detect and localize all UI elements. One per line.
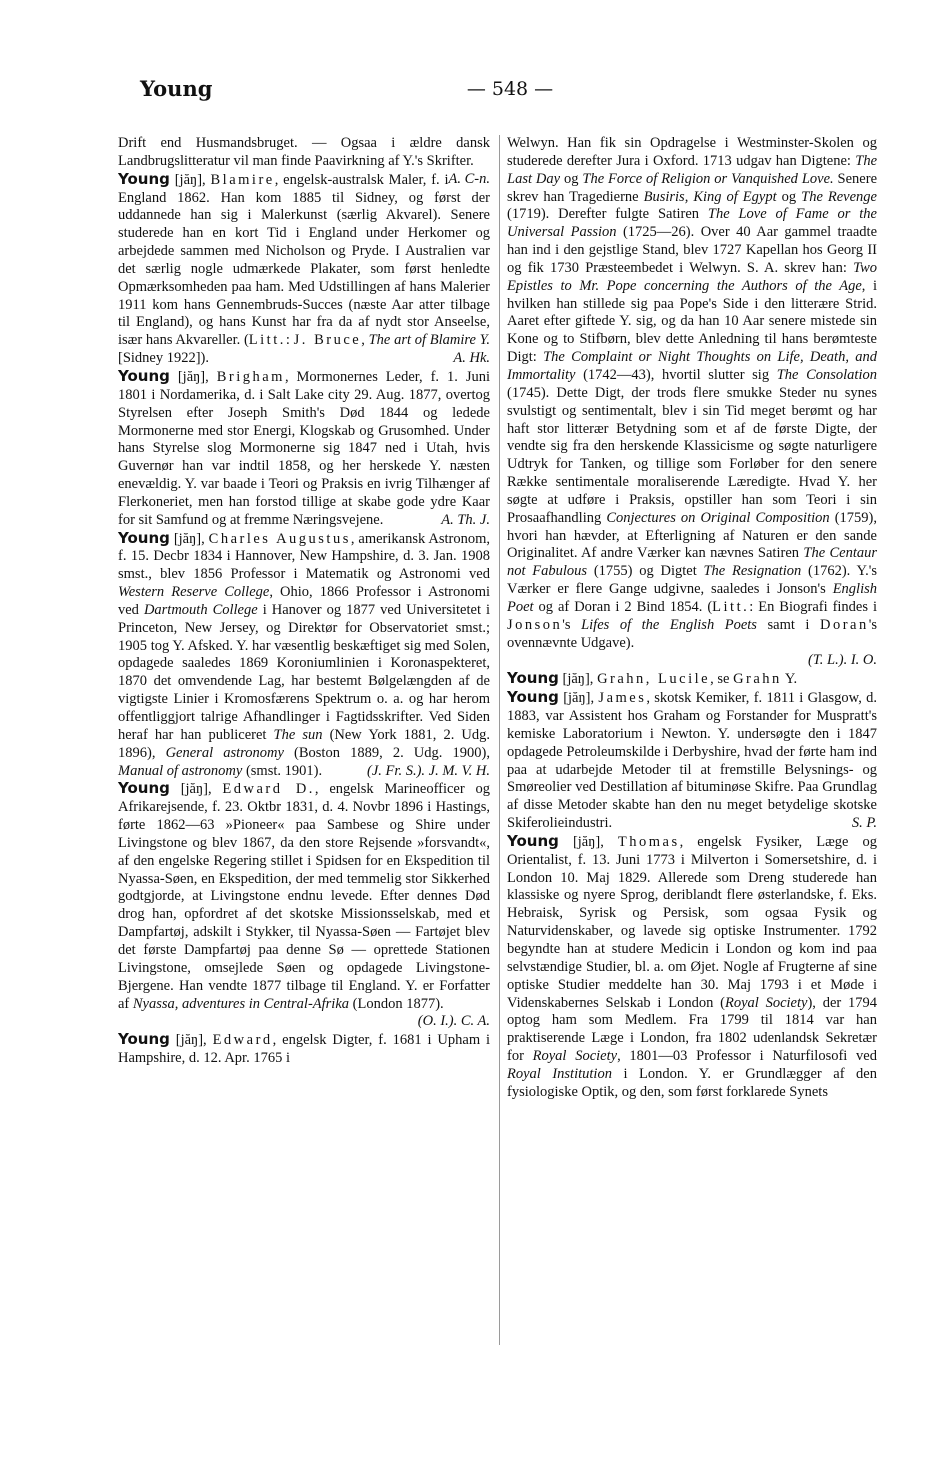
entry-name: Charles Augustus	[208, 530, 351, 547]
entry-young-brigham: Young [jăŋ], Brigham, Mormonernes Leder, f. 1. Juni 1801 i Nordamerika, d. i Salt Lake city 29. Aug. 1877, overtog Styrelsen efter Joseph Smith's Død 1844 og ledede Mormonerne med stor Energi, Klogskab og Grusomhed. Under hans Styrelse slog Mormonerne sig 1847 ned i Utah, hvis Guvernør han var indtil 1858, og her herskede Y. næsten enevældig. Y. var baade i Teori og Praksis en ivrig Tilhænger af Flerkoneriet, men han forstod tillige at skabe gode ydre Kaar for sit Samfund og at fremme Næringsvejene. A. Th. J.	[118, 366, 490, 528]
entry-name: Brigham	[216, 368, 285, 385]
author-signature: (O. I.). C. A.	[417, 1013, 490, 1030]
page-number: — 548 —	[466, 78, 554, 100]
headword: Young	[118, 169, 170, 188]
right-column	[507, 135, 877, 1102]
column-divider	[499, 135, 500, 1345]
entry-name: Thomas	[617, 833, 680, 850]
entry-name: Grahn, Lucile	[597, 671, 711, 688]
author-signature: S. P.	[851, 815, 877, 832]
headword: Young	[118, 1030, 170, 1049]
entry-name: Edward	[212, 1032, 273, 1049]
entry-young-thomas: Young [jăŋ], Thomas, engelsk Fysiker, Læge og Orientalist, f. 13. Juni 1773 i Milverton i Somersetshire, d. i London 10. Maj 1829. Allerede som Dreng studerede han klassiske og nyere Sprog, deriblandt flere østerlandske, f. Eks. Hebraisk, Syrisk og Persisk, som ogsaa Fysik og Naturvidenskaber, og lavede sig optiske Instrumenter. 1792 begyndte han at studere Medicin i London og kom ind paa selvstændige Studier, bl. a. om Øjet. Nogle af Frugterne af sine optiske Studier meddelte han 30. Maj 1793 i et Møde i Videnskabernes Selskab i London (Royal Society), der 1794 optog ham som Medlem. Fra 1799 til 1814 var han praktiserende Læge i London, fra 1802 udenlandsk Sekretær for Royal Society, 1801—03 Professor i Naturfilosofi ved Royal Institution i London. Y. er Grundlægger af den fysiologiske Optik, og den, som først forklarede Synets	[507, 831, 878, 1100]
entry-continuation: Welwyn. Han fik sin Opdragelse i Westminster-Skolen og studerede derefter Jura i Oxford. 1713 udgav han Digtene: The Last Day og The Force of Religion or Vanquished Love. Senere skrev han Tragedierne Busiris, King of Egypt og The Revenge (1719). Derefter fulgte Satiren The Love of Fame or the Universal Passion (1725—26). Over 40 Aar gammel traadte han ind i den gejstlige Stand, blev 1727 Kapellan hos Georg II og fik 1730 Præsteembedet i Welwyn. S. A. skrev han: Two Epistles to Mr. Pope concerning the Authors of the Age, i hvilken han stillede sig paa Pope's Side i den litterære Strid. Aaret efter giftede Y. sig, og da han 10 Aar senere mistede sin Kone og to Stifbørn, blev dette Anledning til hans berømteste Digt: The Complaint or Night Thoughts on Life, Death, and Immortality (1742—43), hvortil slutter sig The Consolation (1745). Dette Digt, der trods flere smukke Steder nu synes svulstigt og sentimentalt, blev i sin Tid meget berømt og har haft stor litterær Betydning som et af de første Digte, der vendte sig fra den herskende Klassicisme og søgte naturligere Udtryk for Tanken, og tillige som Forløber for den senere Række sentimentale moraliserende Læredigte. Hvad Y. her søgte at udføre i Praksis, opstiller han som Teori i sin Prosaafhandling Conjectures on Original Composition (1759), hvori han hævder, at Efterligning af Naturen er den sande Originalitet. Af andre Værker kan nævnes Satiren The Centaur not Fabulous (1755) og Digtet The Resignation (1762). Y.'s Værker er flere Gange udgivne, saaledes i Jonson's English Poet og af Doran i 2 Bind 1854. (Litt.: En Biografi findes i Jonson's Lifes of the English Poets samt i Doran's ovennævnte Udgave).	[507, 135, 878, 651]
entry-name: James	[598, 690, 647, 707]
headword: Young	[507, 831, 559, 850]
page-header	[140, 76, 880, 116]
entry-young-grahn: Young [jăŋ], Grahn, Lucile, se Grahn Y.	[507, 669, 798, 688]
headword: Young	[507, 669, 559, 688]
author-signature: (J. Fr. S.). J. M. V. H.	[367, 762, 490, 779]
running-head-word: Young	[140, 76, 213, 101]
entry-young-edward: Young [jăŋ], Edward, engelsk Digter, f. 1681 i Upham i Hampshire, d. 12. Apr. 1765 i	[118, 1030, 491, 1067]
author-signature: A. Th. J.	[441, 511, 490, 528]
headword: Young	[118, 528, 170, 547]
cross-reference-link: Grahn	[733, 671, 782, 688]
headword: Young	[118, 779, 170, 798]
entry-young-blamire: Young [jăŋ], Blamire, engelsk-australsk Maler, f. i England 1862. Han kom 1885 til Sidney, og først der uddannede han sig i Malerkunst (særlig Akvarel). Senere studerede han en kort Tid i England under Herkomer og arbejdede sammen med Nicholson og Pryde. I Australien var det særlig nogle udmærkede Plakater, som først henledte Opmærksomheden paa ham. Med Udstillingen af hans Malerier 1911 kom hans Gennembruds-Succes (næste Aar atter tilbage til England), og hans Kunst har fra da af nydt stor Anseelse, især hans Akvareller. (Litt.: J. Bruce, The art of Blamire Y. [Sidney 1922]). A. Hk.	[118, 169, 491, 367]
entry-young-charles: Young [jăŋ], Charles Augustus, amerikansk Astronom, f. 15. Decbr 1834 i Hannover, New Hampshire, d. 3. Jan. 1908 smst., blev 1856 Professor i Matematik og Astronomi ved Western Reserve College, Ohio, 1866 Professor i Astronomi ved Dartmouth College i Hanover og 1877 ved Universitetet i Princeton, New Jersey, og Direktør for Observatoriet smst.; 1905 tog Y. Afsked. Y. har væsentlig beskæftiget sig med Solen, opdagede saaledes 1869 Koroniumlinien i Koronaspekteret, 1870 det omvendende Lag, har bestemt Bølgelængden af de vigtigste Linier i Kromosfærens Spektrum o. a. og har herom offentliggjort talrige Afhandlinger i Fagtidsskrifter. Ved Siden heraf har han publiceret The sun (New York 1881, 2. Udg. 1896), General astronomy (Boston 1889, 2. Udg. 1900), Manual of astronomy (smst. 1901). (J. Fr. S.). J. M. V. H.	[118, 528, 490, 779]
left-column	[118, 135, 490, 1068]
headword: Young	[118, 366, 170, 385]
author-signature: A. C-n.	[448, 170, 490, 187]
entry-name: Edward D.	[222, 781, 315, 798]
headword: Young	[507, 688, 559, 707]
entry-young-edward-d: Young [jăŋ], Edward D., engelsk Marineofficer og Afrikarejsende, f. 23. Oktbr 1831, d. 4. Novbr 1896 i Hastings, førte 1862—63 »Pioneer« paa Sambese og Shire under Livingstone og blev 1867, da den store Rejsende »forsvandt«, af den engelske Regering stillet i Spidsen for en Ekspedition til Nyassa-Søen, en Ekspedition, der med temmelig stor Sikkerhed godtgjorde, at Livingstone endnu levede. Efter dennes Død drog han, opfordret af det skotske Missionsselskab, med et Dampfartøj, adskilt i Stykker, til Nyassa-Søen — Fartøjet blev det første Dampfartøj paa denne Sø — oprettede Stationen Livingstone, omsejlede Søen og opdagede Livingstone-Bjergene. Han vendte 1877 tilbage til England. Y. er Forfatter af Nyassa, adventures in Central-Afrika (London 1877).	[118, 779, 490, 1012]
entry-name: Blamire	[210, 171, 275, 188]
author-signature: (T. L.). I. O.	[807, 652, 877, 669]
entry-continuation: Drift end Husmandsbruget. — Ogsaa i ældre dansk Landbrugslitteratur vil man finde Paavirkning af Y.'s Skrifter. A. C-n.	[118, 135, 490, 187]
entry-young-james: Young [jăŋ], James, skotsk Kemiker, f. 1811 i Glasgow, d. 1883, var Assistent hos Graham og Forstander for Muspratt's kemiske Laboratorium i Newton. Y. undersøgte den i 1847 opdagede Petroleumskilde i Derbyshire, hvad der førte ham ind paa at udarbejde Metoder til at fremstille Belysnings- og Smøreolier ved Destillation af bituminøse Skifre. Paa Grundlag af disse Metoder skabte han den nu meget betydelige skotske Skiferolieindustri. S. P.	[507, 688, 878, 832]
author-signature: A. Hk.	[453, 350, 490, 367]
